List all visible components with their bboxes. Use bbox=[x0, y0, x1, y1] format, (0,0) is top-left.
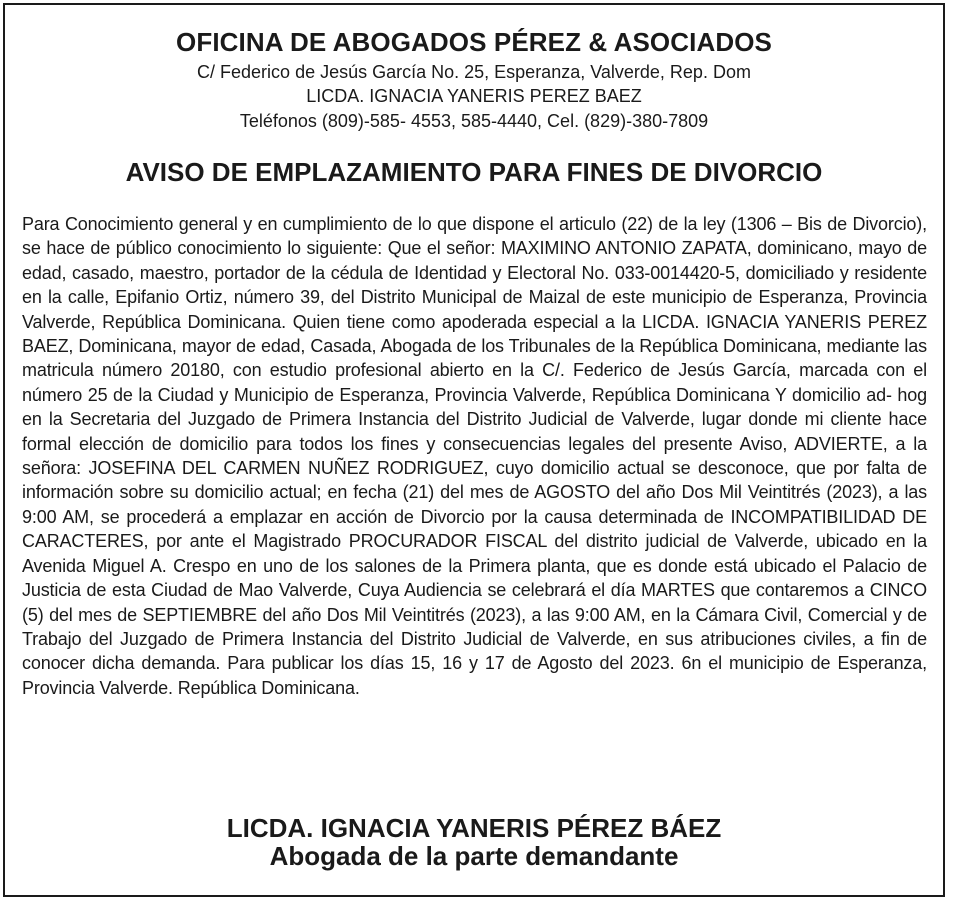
notice-title: AVISO DE EMPLAZAMIENTO PARA FINES DE DIVORCIO bbox=[125, 157, 823, 187]
signature-role: Abogada de la parte demandante bbox=[269, 841, 679, 871]
firm-phones: Teléfonos (809)-585- 4553, 585-4440, Cel. (829)-380-7809 bbox=[239, 111, 709, 131]
notice-body: Para Conocimiento general y en cumplimiento de lo que dispone el articulo (22) de la ley (1306 – Bis de Divorcio), se hace de público conocimiento lo siguiente: Que el señor: MAXIMINO ANTONIO ZAPATA, dominicano, mayo de edad, casado, maestro, portador de la cédula de Identidad y Electoral No. 033-0014420-5, domiciliado y residente en la calle, Epifanio Ortiz, número 39, del Distrito Municipal de Maizal de este municipio de Esperanza, Provincia Valverde, República Dominicana. Quien tiene como apoderada especial a la LICDA. IGNACIA YANERIS PEREZ BAEZ, Dominicana, mayor de edad, Casada, Abogada de los Tribunales de la República Dominicana, mediante las matricula número 20180, con estudio profesional abierto en la C/. Federico de Jesús García, marcada con el número 25 de la Ciudad y Municipio de Esperanza, Provincia Valverde, República Dominicana Y domicilio ad- hog en la Secretaria del Juzgado de Primera Instancia del Distrito Judicial de Valverde, lugar donde mi cliente hace formal elección de domicilio para todos los fines y consecuencias legales del presente Aviso, ADVIERTE, a la señora: JOSEFINA DEL CARMEN NUÑEZ RODRIGUEZ, cuyo domicilio actual se desconoce, que por falta de información sobre su domicilio actual; en fecha (21) del mes de AGOSTO del año Dos Mil Veintitrés (2023), a las 9:00 AM, se procederá a emplazar en acción de Divorcio por la causa determinada de INCOMPATIBILIDAD DE CARACTERES, por ante el Magistrado PROCURADOR FISCAL del distrito judicial de Valverde, ubicado en la Avenida Miguel A. Crespo en uno de los salones de la Primera planta, que es donde está ubicado el Palacio de Justicia de esta Ciudad de Mao Valverde, Cuya Audiencia se celebrará el día MARTES que contaremos a CINCO (5) del mes de SEPTIEMBRE del año Dos Mil Veintitrés (2023), a las 9:00 AM, en la Cámara Civil, Comercial y de Trabajo del Juzgado de Primera Instancia del Distrito Judicial de Valverde, en sus atribuciones civiles, a fin de conocer dicha demanda. Para publicar los días 15, 16 y 17 de Agosto del 2023. 6n el municipio de Esperanza, Provincia Valverde. República Dominicana. bbox=[22, 214, 927, 698]
firm-address: C/ Federico de Jesús García No. 25, Esperanza, Valverde, Rep. Dom bbox=[197, 62, 751, 82]
signature-name: LICDA. IGNACIA YANERIS PÉREZ BÁEZ bbox=[226, 813, 722, 843]
firm-lawyer: LICDA. IGNACIA YANERIS PEREZ BAEZ bbox=[306, 86, 642, 106]
firm-name: OFICINA DE ABOGADOS PÉREZ & ASOCIADOS bbox=[176, 27, 772, 57]
